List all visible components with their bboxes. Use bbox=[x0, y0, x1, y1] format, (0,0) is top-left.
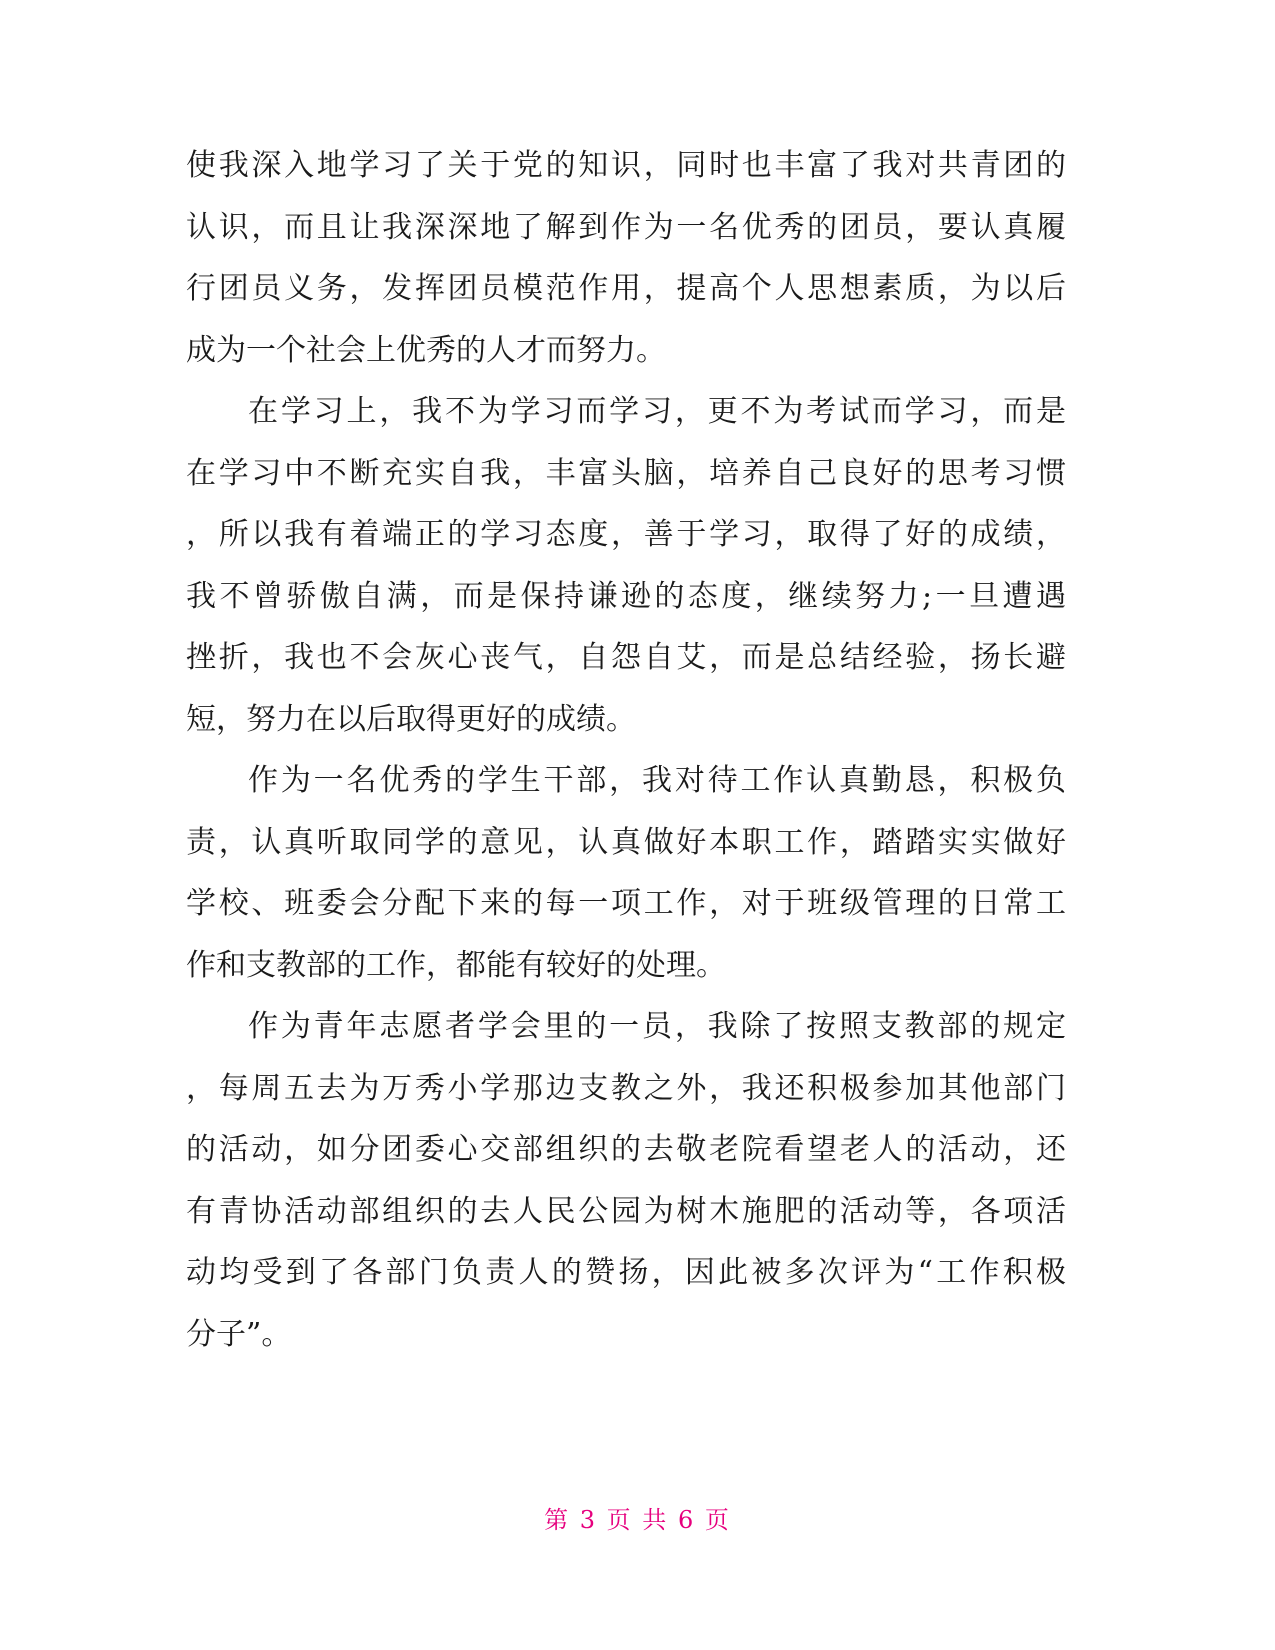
text-line: 认识，而且让我深深地了解到作为一名优秀的团员，要认真履 bbox=[186, 209, 1066, 245]
paragraph-3 bbox=[186, 750, 1066, 996]
text-line: 成为一个社会上优秀的人才而努力。 bbox=[186, 332, 666, 368]
text-line: 作为青年志愿者学会里的一员，我除了按照支教部的规定 bbox=[248, 1009, 1066, 1044]
text-line: 有青协活动部组织的去人民公园为树木施肥的活动等，各项活 bbox=[186, 1193, 1066, 1229]
text-line: 作为一名优秀的学生干部，我对待工作认真勤恳，积极负 bbox=[248, 763, 1066, 798]
text-line: ，所以我有着端正的学习态度，善于学习，取得了好的成绩， bbox=[186, 517, 1066, 552]
text-line: 短，努力在以后取得更好的成绩。 bbox=[186, 701, 636, 737]
text-line: 使我深入地学习了关于党的知识，同时也丰富了我对共青团的 bbox=[186, 148, 1066, 183]
text-line: 动均受到了各部门负责人的赞扬，因此被多次评为“工作积极 bbox=[186, 1255, 1066, 1290]
document-body bbox=[186, 135, 1066, 1365]
text-line: 在学习上，我不为学习而学习，更不为考试而学习，而是 bbox=[248, 394, 1066, 429]
text-line: 我不曾骄傲自满，而是保持谦逊的态度，继续努力;一旦遭遇 bbox=[186, 578, 1066, 614]
paragraph-4 bbox=[186, 996, 1066, 1365]
text-line: 在学习中不断充实自我，丰富头脑，培养自己良好的思考习惯 bbox=[186, 455, 1066, 491]
text-line: 分子”。 bbox=[186, 1316, 292, 1352]
text-line: 责，认真听取同学的意见，认真做好本职工作，踏踏实实做好 bbox=[186, 824, 1066, 860]
page-number-footer: 第 3 页 共 6 页 bbox=[544, 1506, 731, 1534]
text-line: 作和支教部的工作，都能有较好的处理。 bbox=[186, 947, 726, 983]
paragraph-2 bbox=[186, 381, 1066, 750]
text-line: 的活动，如分团委心交部组织的去敬老院看望老人的活动，还 bbox=[186, 1132, 1066, 1167]
text-line: ，每周五去为万秀小学那边支教之外，我还积极参加其他部门 bbox=[186, 1070, 1066, 1106]
text-line: 行团员义务，发挥团员模范作用，提高个人思想素质，为以后 bbox=[186, 271, 1066, 306]
text-line: 挫折，我也不会灰心丧气，自怨自艾，而是总结经验，扬长避 bbox=[186, 640, 1066, 675]
paragraph-1 bbox=[186, 135, 1066, 381]
text-line: 学校、班委会分配下来的每一项工作，对于班级管理的日常工 bbox=[186, 886, 1066, 921]
